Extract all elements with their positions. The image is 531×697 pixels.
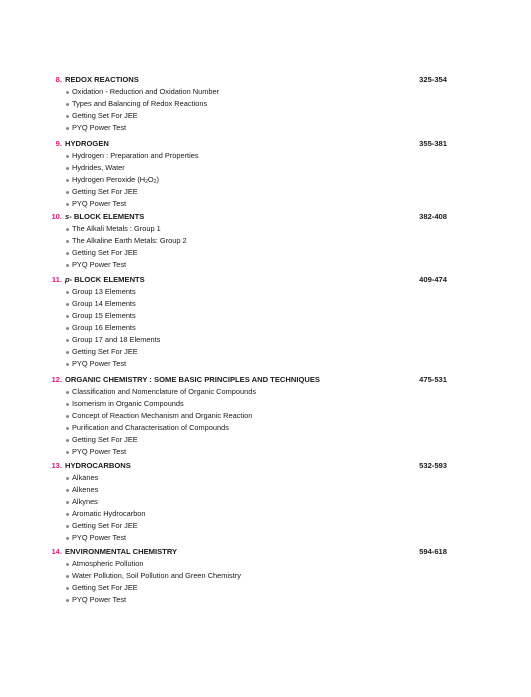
topic-text: Aromatic Hydrocarbon (72, 509, 146, 518)
topic-text: PYQ Power Test (72, 123, 127, 132)
topic-text: Getting Set For JEE (72, 111, 138, 120)
chapter-number: 12. (51, 375, 62, 384)
bullet-icon (66, 587, 69, 590)
chapter-number: 13. (51, 461, 62, 470)
topic-text: Getting Set For JEE (72, 521, 138, 530)
topic-item (0, 286, 531, 298)
chapter-title (65, 138, 109, 150)
chapter-number: 8. (55, 75, 62, 84)
topic-item (0, 346, 531, 358)
topic-text: Types and Balancing of Redox Reactions (72, 99, 208, 108)
topic-text: Water Pollution, Soil Pollution and Green Chemistry (72, 571, 241, 580)
topic-text: Classification and Nomenclature of Organic Compounds (72, 387, 257, 396)
chapter-number: 11. (51, 275, 62, 284)
chapter-title (65, 546, 177, 558)
bullet-icon (66, 427, 69, 430)
topic-text: Alkynes (72, 497, 98, 506)
bullet-icon (66, 451, 69, 454)
bullet-icon (66, 291, 69, 294)
chapter-title (65, 74, 139, 86)
topic-text: Getting Set For JEE (72, 347, 138, 356)
topic-text: PYQ Power Test (72, 533, 127, 542)
topic-item (0, 162, 531, 174)
chapter-entry (0, 274, 531, 370)
topic-item (0, 110, 531, 122)
topic-item (0, 198, 531, 210)
topic-text: Alkenes (72, 485, 99, 494)
topic-item (0, 334, 531, 346)
chapter-title-text: BLOCK ELEMENTS (74, 275, 145, 284)
topic-text: Hydrogen Peroxide $(H_2O_2)$ (72, 175, 159, 185)
topic-text: Getting Set For JEE (72, 583, 138, 592)
topic-text: PYQ Power Test (72, 595, 127, 604)
bullet-icon (66, 391, 69, 394)
chapter-title-text: BLOCK ELEMENTS (73, 212, 145, 221)
chapter-title-prefix: p- (65, 275, 73, 284)
chapter-page-range: 532-593 (419, 461, 447, 470)
topic-item (0, 520, 531, 532)
topic-item (0, 508, 531, 520)
bullet-icon (66, 477, 69, 480)
topic-text: Hydrides, Water (72, 163, 125, 172)
chapter-number: 10. (51, 212, 62, 221)
topic-text: Group 17 and 18 Elements (72, 335, 161, 344)
bullet-icon (66, 575, 69, 578)
topic-item (0, 558, 531, 570)
bullet-icon (66, 91, 69, 94)
chapter-page-range: 409-474 (419, 275, 447, 284)
bullet-icon (66, 155, 69, 158)
chapter-entry (0, 211, 531, 271)
topic-item (0, 570, 531, 582)
topic-text: Getting Set For JEE (72, 248, 138, 257)
topic-text: Hydrogen : Preparation and Properties (72, 151, 199, 160)
chapter-heading (0, 374, 531, 386)
chapter-title-text: REDOX REACTIONS (65, 75, 139, 84)
topic-text: Getting Set For JEE (72, 187, 138, 196)
topic-text: Group 13 Elements (72, 287, 136, 296)
topic-item (0, 358, 531, 370)
chapter-title-text: ENVIRONMENTAL CHEMISTRY (65, 547, 178, 556)
chapter-title-text: ORGANIC CHEMISTRY : SOME BASIC PRINCIPLES AND TECHNIQUES (65, 375, 320, 384)
chapter-heading (0, 274, 531, 286)
chapter-entry (0, 138, 531, 210)
topic-text: Getting Set For JEE (72, 435, 138, 444)
chapter-title-text: HYDROCARBONS (65, 461, 131, 470)
bullet-icon (66, 252, 69, 255)
chapter-title (65, 374, 320, 386)
topic-text: PYQ Power Test (72, 199, 127, 208)
topic-item (0, 398, 531, 410)
chapter-number: 14. (51, 547, 62, 556)
bullet-icon (66, 363, 69, 366)
topic-text: The Alkaline Earth Metals: Group 2 (72, 236, 187, 245)
topic-item (0, 594, 531, 606)
chapter-entry (0, 374, 531, 458)
topic-item (0, 98, 531, 110)
chapter-title (65, 274, 145, 286)
bullet-icon (66, 103, 69, 106)
topic-text: Concept of Reaction Mechanism and Organic Reaction (72, 411, 253, 420)
bullet-icon (66, 127, 69, 130)
chapter-page-range: 475-531 (419, 375, 447, 384)
chapter-page-range: 355-381 (419, 139, 447, 148)
topic-item (0, 259, 531, 271)
chapter-title (65, 460, 131, 472)
bullet-icon (66, 179, 69, 182)
topic-item (0, 472, 531, 484)
bullet-icon (66, 599, 69, 602)
topic-item (0, 582, 531, 594)
bullet-icon (66, 525, 69, 528)
topic-item (0, 446, 531, 458)
topic-item (0, 150, 531, 162)
chapter-number: 9. (55, 139, 62, 148)
topic-item (0, 532, 531, 544)
bullet-icon (66, 351, 69, 354)
topic-item (0, 434, 531, 446)
topic-item (0, 386, 531, 398)
bullet-icon (66, 501, 69, 504)
chapter-page-range: 325-354 (419, 75, 447, 84)
bullet-icon (66, 203, 69, 206)
topic-item (0, 298, 531, 310)
chapter-title-prefix: s- (65, 212, 72, 221)
topic-item (0, 122, 531, 134)
chapter-heading (0, 460, 531, 472)
bullet-icon (66, 537, 69, 540)
topic-item (0, 223, 531, 235)
topic-text: Oxidation - Reduction and Oxidation Number (72, 87, 220, 96)
chapter-heading (0, 74, 531, 86)
topic-text: PYQ Power Test (72, 447, 127, 456)
bullet-icon (66, 115, 69, 118)
bullet-icon (66, 327, 69, 330)
chapter-page-range: 594-618 (419, 547, 447, 556)
bullet-icon (66, 240, 69, 243)
topic-text: The Alkali Metals : Group 1 (72, 224, 161, 233)
topic-item (0, 310, 531, 322)
topic-item (0, 174, 531, 186)
bullet-icon (66, 264, 69, 267)
topic-item (0, 422, 531, 434)
bullet-icon (66, 191, 69, 194)
topic-text: Purification and Characterisation of Compounds (72, 423, 229, 432)
chapter-page-range: 382-408 (419, 212, 447, 221)
bullet-icon (66, 563, 69, 566)
bullet-icon (66, 167, 69, 170)
bullet-icon (66, 228, 69, 231)
topic-text: Group 14 Elements (72, 299, 136, 308)
topic-text: Group 16 Elements (72, 323, 136, 332)
topic-item (0, 235, 531, 247)
topic-text: PYQ Power Test (72, 260, 127, 269)
chapter-heading (0, 211, 531, 223)
chapter-heading (0, 138, 531, 150)
chapter-entry (0, 74, 531, 134)
bullet-icon (66, 415, 69, 418)
chapter-title (65, 211, 144, 223)
chapter-entry (0, 546, 531, 606)
chapter-heading (0, 546, 531, 558)
topic-item (0, 86, 531, 98)
topic-text: Isomerism in Organic Compounds (72, 399, 184, 408)
topic-item (0, 496, 531, 508)
topic-item (0, 322, 531, 334)
bullet-icon (66, 489, 69, 492)
topic-item (0, 410, 531, 422)
topic-text: Atmospheric Pollution (72, 559, 144, 568)
bullet-icon (66, 403, 69, 406)
topic-item (0, 484, 531, 496)
bullet-icon (66, 513, 69, 516)
bullet-icon (66, 439, 69, 442)
chapter-entry (0, 460, 531, 544)
topic-text: PYQ Power Test (72, 359, 127, 368)
bullet-icon (66, 315, 69, 318)
bullet-icon (66, 303, 69, 306)
chapter-title-text: HYDROGEN (65, 139, 109, 148)
topic-item (0, 186, 531, 198)
bullet-icon (66, 339, 69, 342)
topic-text: Group 15 Elements (72, 311, 136, 320)
topic-item (0, 247, 531, 259)
topic-text: Alkanes (72, 473, 99, 482)
